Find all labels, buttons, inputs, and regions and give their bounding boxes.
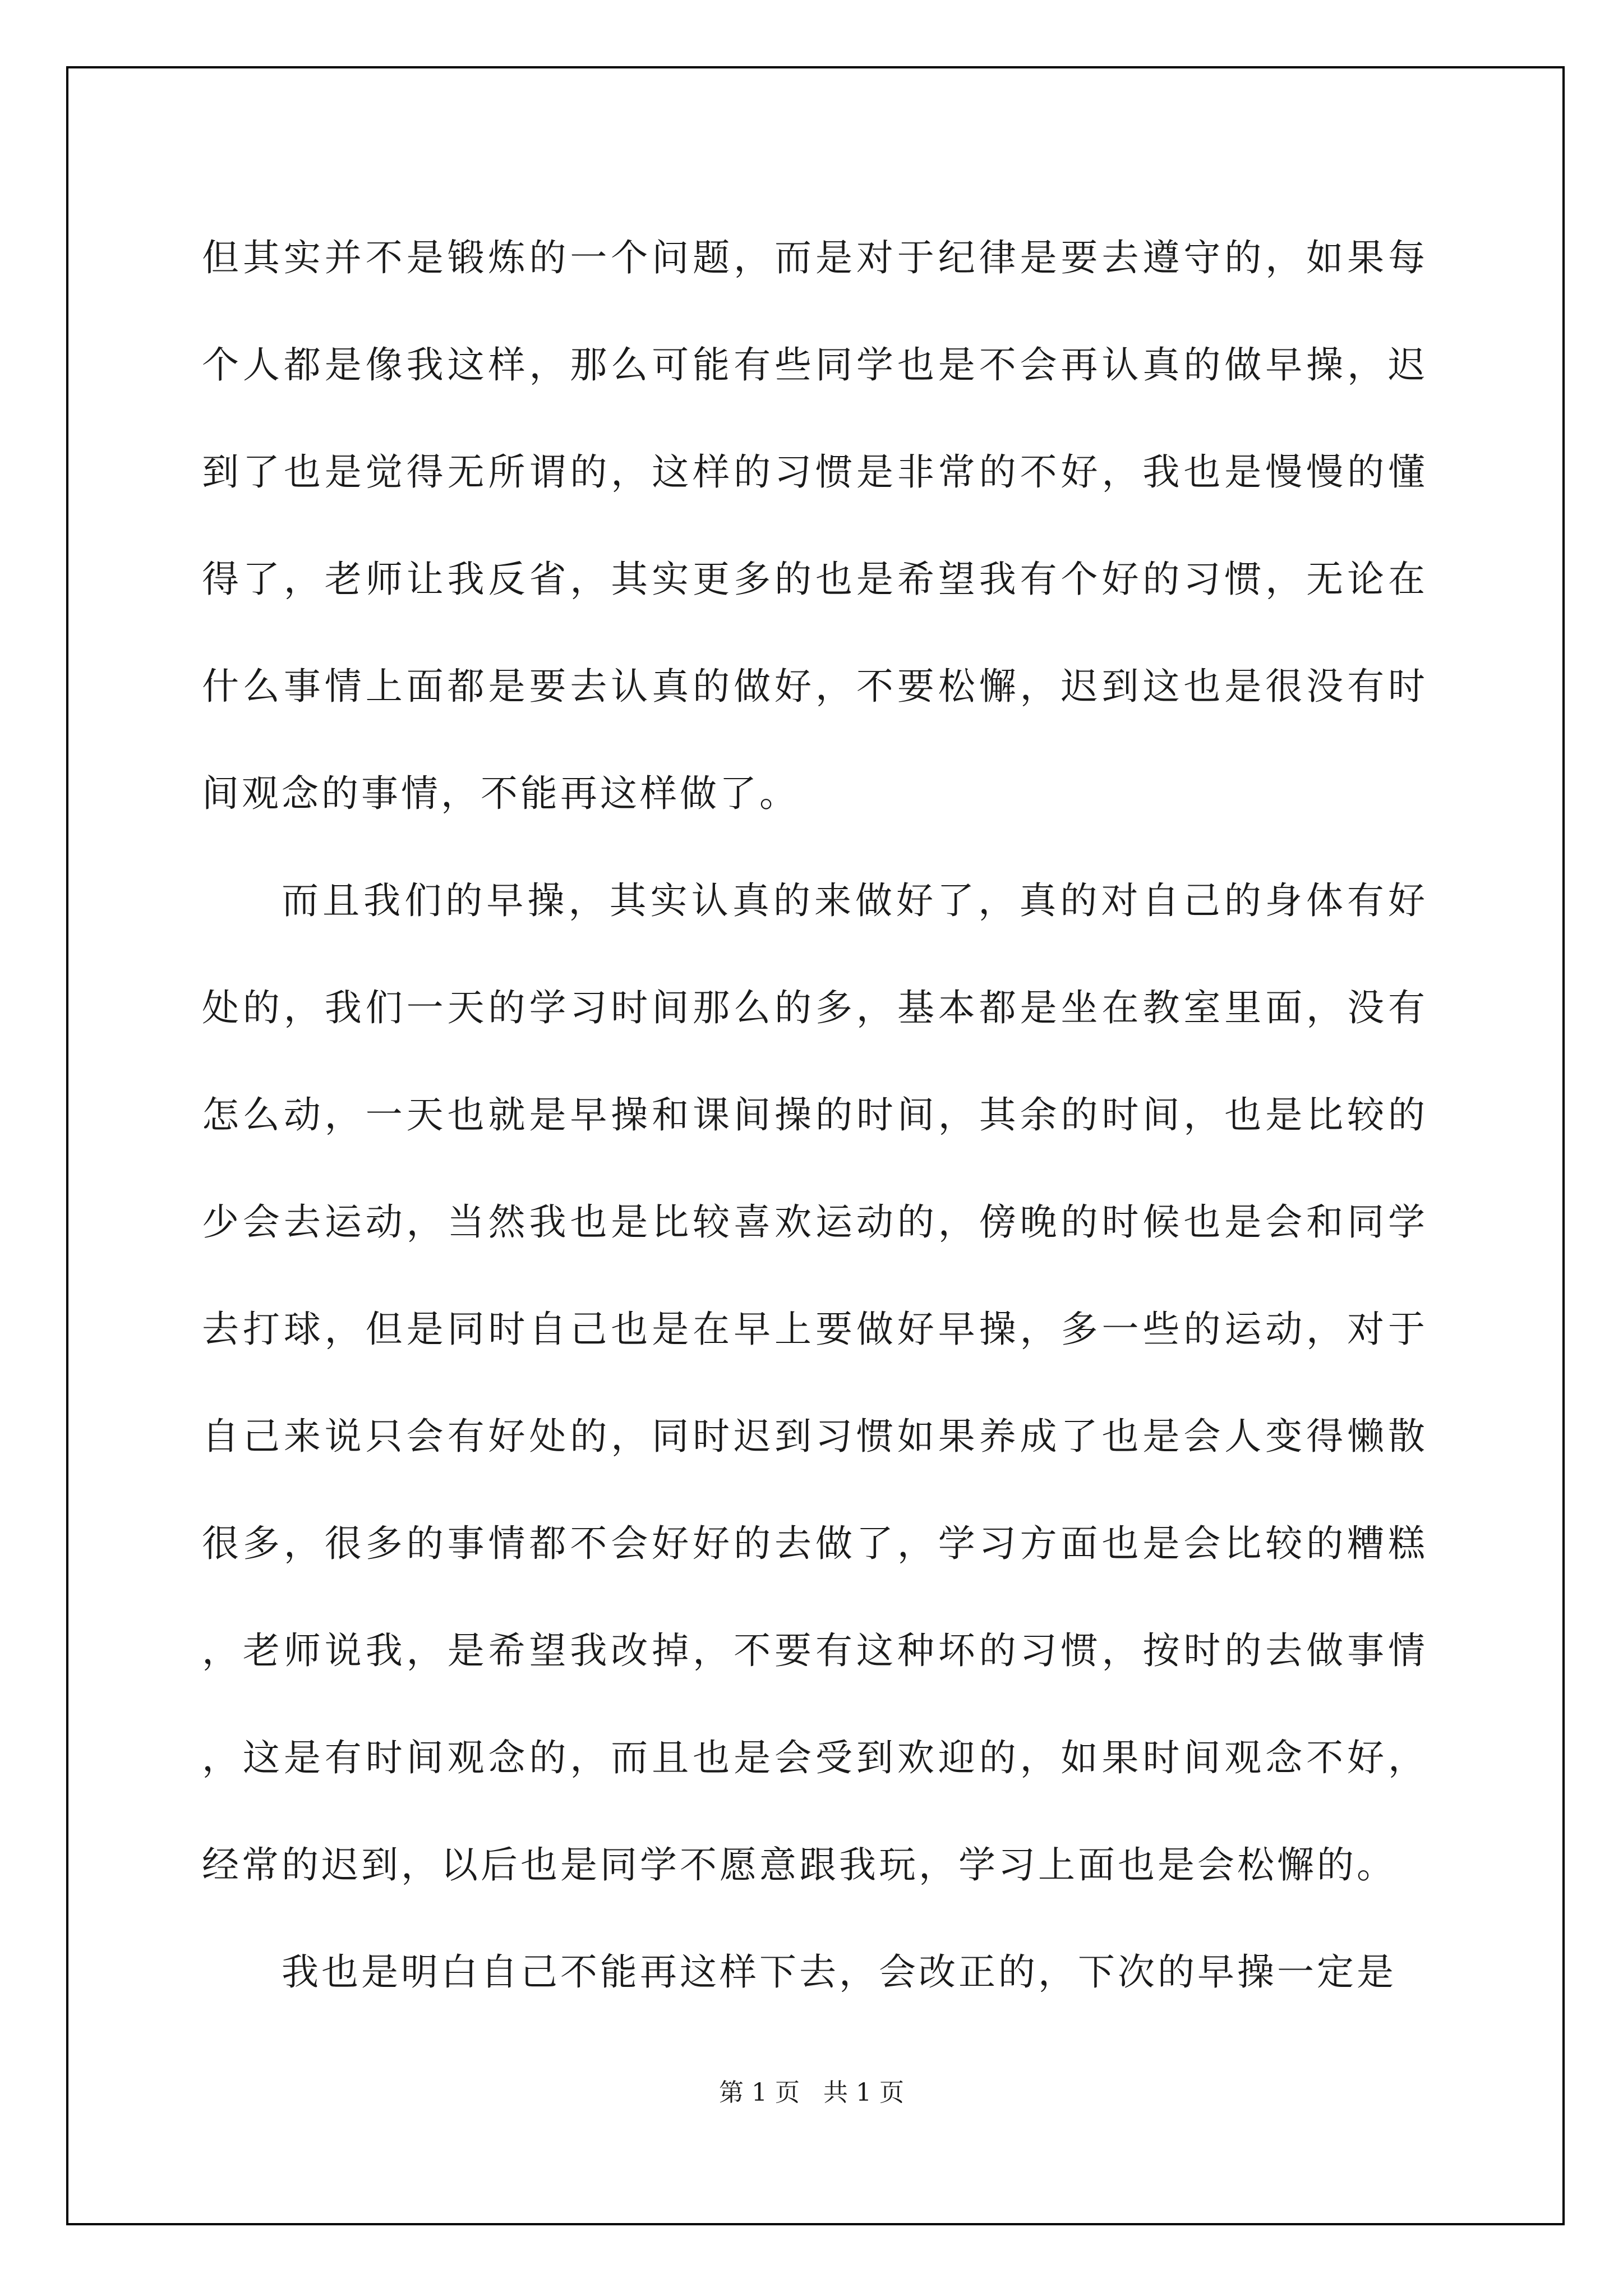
paragraph-1: 但其实并不是锻炼的一个问题，而是对于纪律是要去遵守的，如果每个人都是像我这样，那么可能有些同学也是不会再认真的做早操，迟到了也是觉得无所谓的，这样的习惯是非常的不好，我也是慢慢的懂得了，老师让我反省，其实更多的也是希望我有个好的习惯，无论在什么事情上面都是要去认真的做好，不要松懈，迟到这也是很没有时间观念的事情，不能再这样做了。 <box>202 236 1428 815</box>
paragraph-2: 而且我们的早操，其实认真的来做好了，真的对自己的身体有好处的，我们一天的学习时间那么的多，基本都是坐在教室里面，没有怎么动，一天也就是早操和课间操的时间，其余的时间，也是比较的少会去运动，当然我也是比较喜欢运动的，傍晚的时候也是会和同学去打球，但是同时自己也是在早上要做好早操，多一些的运动，对于自己来说只会有好处的，同时迟到习惯如果养成了也是会人变得懒散很多，很多的事情都不会好好的去做了，学习方面也是会比较的糟糕，老师说我，是希望我改掉，不要有这种坏的习惯，按时的去做事情，这是有时间观念的，而且也是会受到欢迎的，如果时间观念不好，经常的迟到，以后也是同学不愿意跟我玩，学习上面也是会松懈的。 <box>202 879 1428 1887</box>
paragraph-3: 我也是明白自己不能再这样下去，会改正的，下次的早操一定是 <box>282 1950 1396 1994</box>
page-number-footer: 第 1 页 共 1 页 <box>719 2078 904 2107</box>
document-body <box>202 204 1428 2026</box>
